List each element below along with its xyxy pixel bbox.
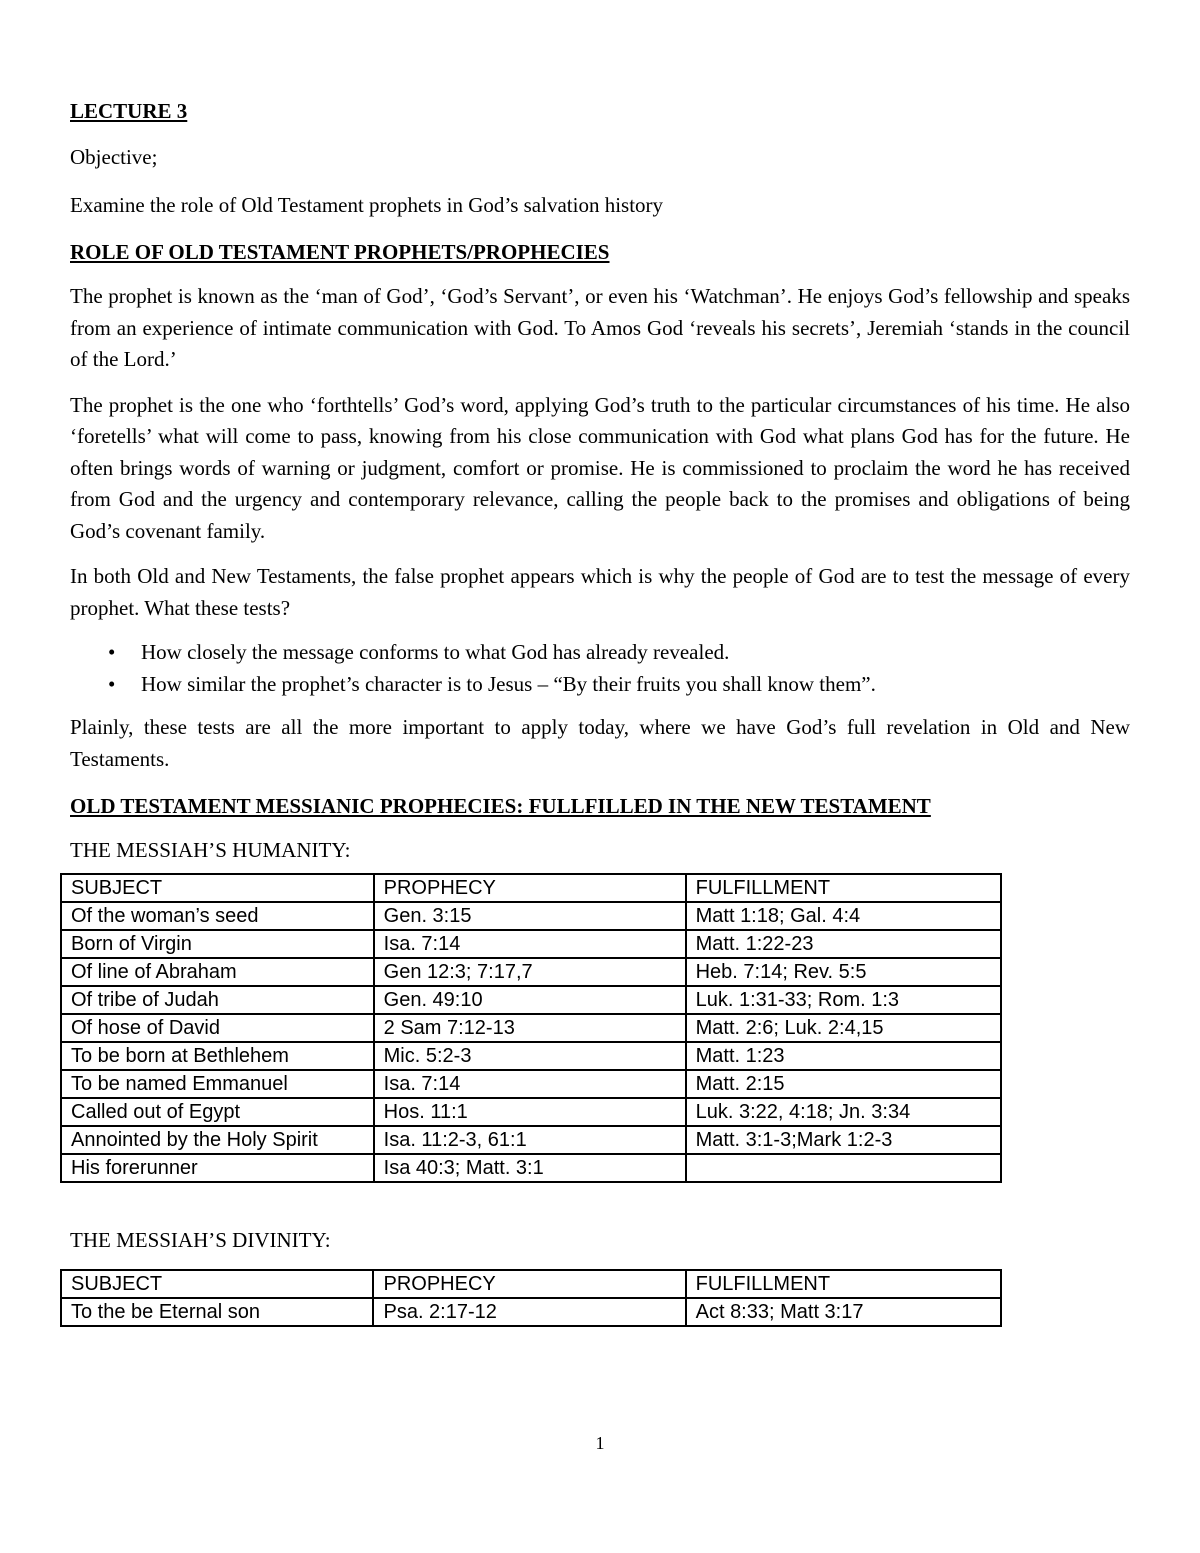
humanity-table: [60, 873, 1002, 1183]
paragraph-closing: Plainly, these tests are all the more important to apply today, where we have God’s full revelation in Old and New Testaments.: [70, 715, 1130, 771]
objective-text: Examine the role of Old Testament prophets in God’s salvation history: [70, 192, 664, 217]
lecture-title: LECTURE 3: [70, 99, 188, 123]
cell-subject: Born of Virgin: [61, 930, 374, 958]
paragraph-prophet-known: The prophet is known as the ‘man of God’, ‘God’s Servant’, or even his ‘Watchman’. He enjoys God’s fellowship and speaks from an experience of intimate communication with God. To Amos God ‘reveals his secrets’, Jeremiah ‘stands in the council of the Lord.’: [70, 284, 1130, 371]
cell-subject: Called out of Egypt: [61, 1098, 374, 1126]
cell-prophecy: Mic. 5:2-3: [374, 1042, 686, 1070]
objective-label: Objective;: [70, 145, 158, 169]
table-row: [61, 1098, 1001, 1126]
cell-subject: Of hose of David: [61, 1014, 374, 1042]
tests-list: [70, 636, 1130, 700]
cell-fulfillment: Matt 1:18; Gal. 4:4: [686, 902, 1001, 930]
cell-subject: To the be Eternal son: [61, 1298, 373, 1326]
header-prophecy: PROPHECY: [374, 874, 686, 902]
table-row: [61, 930, 1001, 958]
cell-subject: Of tribe of Judah: [61, 986, 374, 1014]
table-row: [61, 1126, 1001, 1154]
cell-subject: Of the woman’s seed: [61, 902, 374, 930]
cell-prophecy: Psa. 2:17-12: [373, 1298, 685, 1326]
table-row: [61, 958, 1001, 986]
table-row: [61, 1070, 1001, 1098]
table-header-row: [61, 874, 1001, 902]
cell-subject: To be named Emmanuel: [61, 1070, 374, 1098]
cell-fulfillment: [686, 1154, 1001, 1182]
section-heading-messianic: OLD TESTAMENT MESSIANIC PROPHECIES: FULLFILLED IN THE NEW TESTAMENT: [70, 794, 931, 818]
list-item: [70, 668, 1130, 700]
table-row: [61, 1298, 1001, 1326]
cell-prophecy: Gen 12:3; 7:17,7: [374, 958, 686, 986]
section-heading-role: ROLE OF OLD TESTAMENT PROPHETS/PROPHECIES: [70, 240, 610, 264]
table-row: [61, 986, 1001, 1014]
cell-prophecy: Gen. 3:15: [374, 902, 686, 930]
cell-fulfillment: Luk. 3:22, 4:18; Jn. 3:34: [686, 1098, 1001, 1126]
cell-prophecy: Isa 40:3; Matt. 3:1: [374, 1154, 686, 1182]
cell-fulfillment: Heb. 7:14; Rev. 5:5: [686, 958, 1001, 986]
header-fulfillment: FULFILLMENT: [686, 874, 1001, 902]
cell-fulfillment: Matt. 2:6; Luk. 2:4,15: [686, 1014, 1001, 1042]
cell-prophecy: Isa. 11:2-3, 61:1: [374, 1126, 686, 1154]
table-row: [61, 1042, 1001, 1070]
document-page: [70, 96, 1130, 1327]
divinity-table: [60, 1269, 1002, 1327]
cell-fulfillment: Matt. 3:1-3;Mark 1:2-3: [686, 1126, 1001, 1154]
cell-prophecy: Isa. 7:14: [374, 1070, 686, 1098]
cell-subject: To be born at Bethlehem: [61, 1042, 374, 1070]
list-item-text: How closely the message conforms to what God has already revealed.: [141, 640, 730, 664]
cell-prophecy: Hos. 11:1: [374, 1098, 686, 1126]
page-number: 1: [595, 1433, 605, 1453]
cell-subject: Of line of Abraham: [61, 958, 374, 986]
divinity-title: THE MESSIAH’S DIVINITY:: [70, 1228, 331, 1252]
table-row: [61, 902, 1001, 930]
table-header-row: [61, 1270, 1001, 1298]
cell-fulfillment: Act 8:33; Matt 3:17: [686, 1298, 1001, 1326]
cell-fulfillment: Luk. 1:31-33; Rom. 1:3: [686, 986, 1001, 1014]
list-item: [70, 636, 1130, 668]
cell-prophecy: Isa. 7:14: [374, 930, 686, 958]
cell-fulfillment: Matt. 1:23: [686, 1042, 1001, 1070]
paragraph-forthtells: The prophet is the one who ‘forthtells’ God’s word, applying God’s truth to the particular circumstances of his time. He also ‘foretells’ what will come to pass, knowing from his close communication with God what plans God has for the future. He often brings words of warning or judgment, comfort or promise. He is commissioned to proclaim the word he has received from God and the urgency and contemporary relevance, calling the people back to the promises and obligations of being God’s covenant family.: [70, 392, 1130, 543]
cell-fulfillment: Matt. 2:15: [686, 1070, 1001, 1098]
header-fulfillment: FULFILLMENT: [686, 1270, 1001, 1298]
header-prophecy: PROPHECY: [373, 1270, 685, 1298]
bullet-icon: •: [108, 640, 116, 664]
header-subject: SUBJECT: [61, 874, 374, 902]
cell-prophecy: Gen. 49:10: [374, 986, 686, 1014]
paragraph-false-prophet: In both Old and New Testaments, the false prophet appears which is why the people of God are to test the message of every prophet. What these tests?: [70, 564, 1130, 620]
cell-prophecy: 2 Sam 7:12-13: [374, 1014, 686, 1042]
table-row: [61, 1154, 1001, 1182]
cell-subject: His forerunner: [61, 1154, 374, 1182]
bullet-icon: •: [108, 672, 116, 696]
header-subject: SUBJECT: [61, 1270, 373, 1298]
humanity-title: THE MESSIAH’S HUMANITY:: [70, 838, 351, 862]
list-item-text: How similar the prophet’s character is to Jesus – “By their fruits you shall know them”.: [141, 672, 876, 696]
table-row: [61, 1014, 1001, 1042]
cell-fulfillment: Matt. 1:22-23: [686, 930, 1001, 958]
cell-subject: Annointed by the Holy Spirit: [61, 1126, 374, 1154]
